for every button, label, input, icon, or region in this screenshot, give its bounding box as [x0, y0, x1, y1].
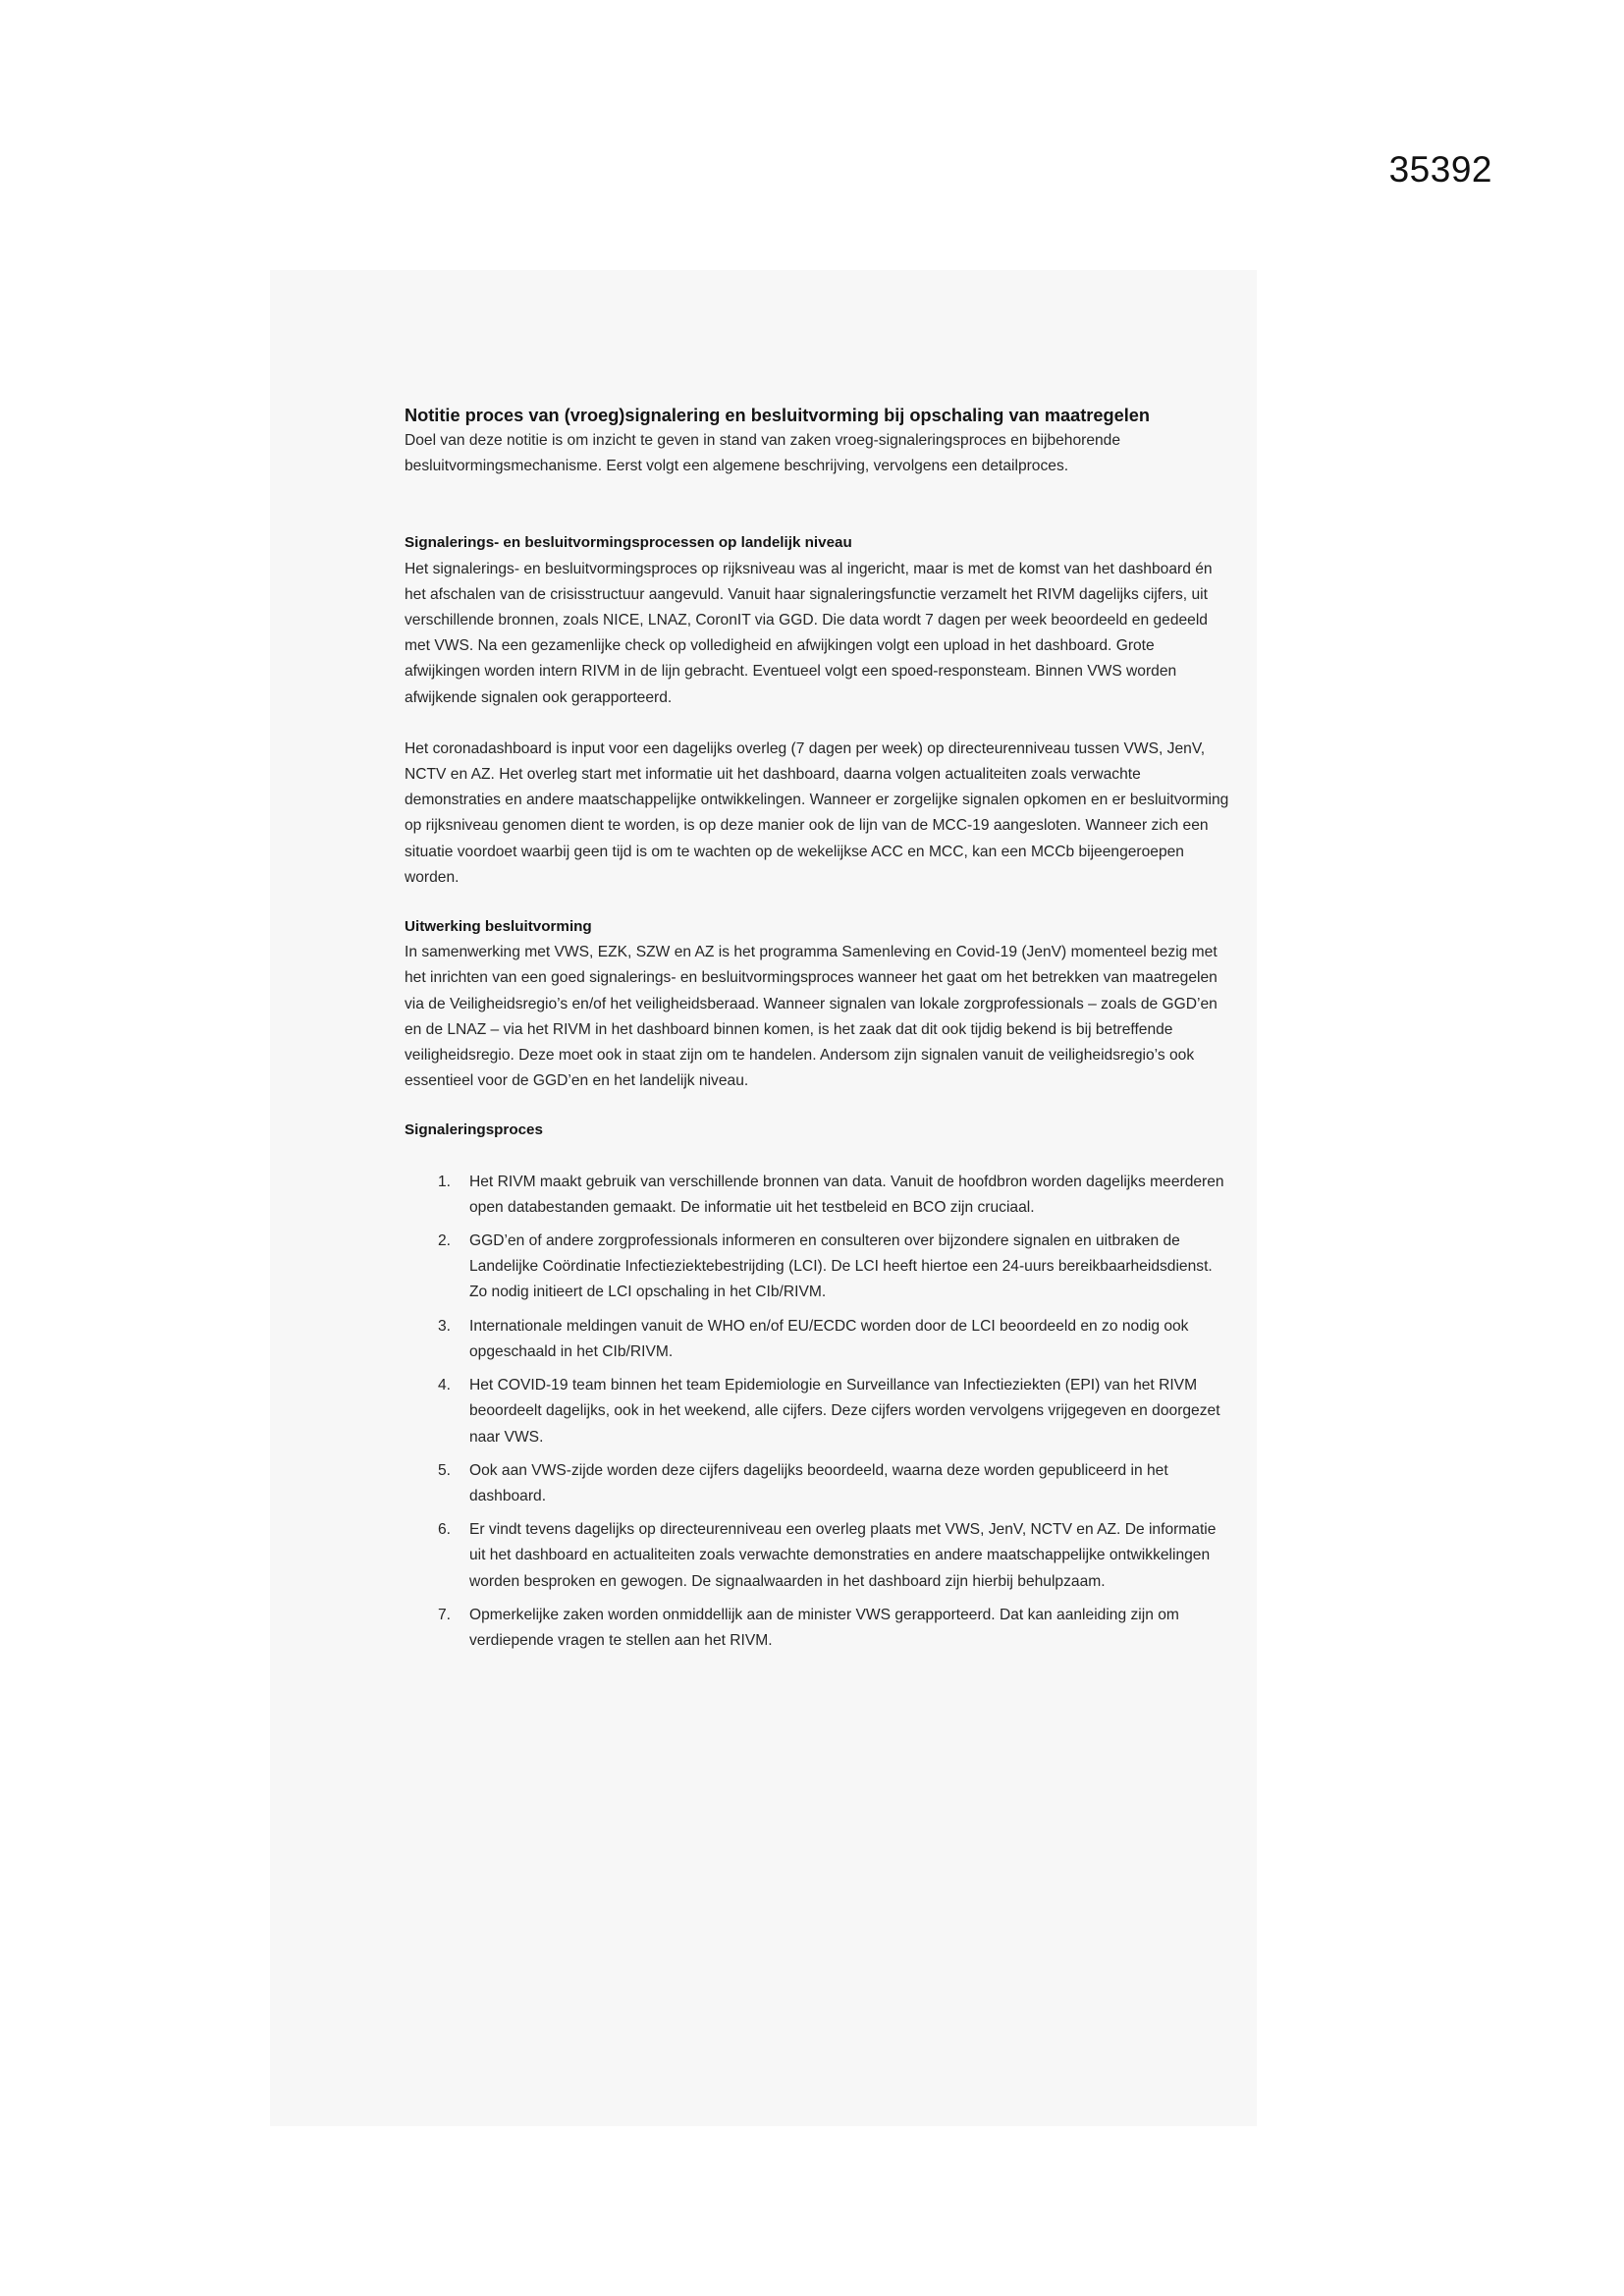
list-item-text: Het RIVM maakt gebruik van verschillende bronnen van data. Vanuit de hoofdbron worden dagelijks meerderen open databestanden gemaakt. De informatie uit het testbeleid en BCO zijn cruciaal. — [469, 1173, 1224, 1216]
list-item-text: Er vindt tevens dagelijks op directeurenniveau een overleg plaats met VWS, JenV, NCTV en AZ. De informatie uit het dashboard en actualiteiten zoals verwachte demonstraties en andere maatschappelijke ontwikkelingen worden besproken en gewogen. De signaalwaarden in het dashboard zijn hierbij behulpzaam. — [469, 1521, 1217, 1590]
list-item — [405, 1314, 1229, 1365]
list-item — [405, 1229, 1229, 1306]
list-item-text: Ook aan VWS-zijde worden deze cijfers dagelijks beoordeeld, waarna deze worden gepubliceerd in het dashboard. — [469, 1461, 1168, 1504]
section1-paragraph-2: Het coronadashboard is input voor een dagelijks overleg (7 dagen per week) op directeurenniveau tussen VWS, JenV, NCTV en AZ. Het overleg start met informatie uit het dashboard, daarna volgen actualiteiten zoals verwachte demonstraties en andere maatschappelijke ontwikkelingen. Wanneer er zorgelijke signalen opkomen en er besluitvorming op rijksniveau genomen dient te worden, is op deze manier ook de lijn van de MCC-19 aangesloten. Wanneer zich een situatie voordoet waarbij geen tijd is om te wachten op de wekelijkse ACC en MCC, kan een MCCb bijeengeroepen worden. — [405, 739, 1229, 886]
document-body — [405, 403, 1229, 1662]
list-item-number: 5. — [438, 1461, 452, 1479]
list-item — [405, 1458, 1229, 1509]
section-heading-signaleringsproces: Signaleringsproces — [405, 1121, 543, 1139]
list-item — [405, 1517, 1229, 1595]
list-item-text: GGD’en of andere zorgprofessionals informeren en consulteren over bijzondere signalen en uitbraken de Landelijke Coördinatie Infectieziektebestrijding (LCI). De LCI heeft hiertoe een 24-uurs bereikbaarheidsdienst. Zo nodig initieert de LCI opschaling in het CIb/RIVM. — [469, 1232, 1213, 1301]
section2-paragraph: In samenwerking met VWS, EZK, SZW en AZ is het programma Samenleving en Covid-19 (JenV) momenteel bezig met het inrichten van een goed signalerings- en besluitvormingsproces wanneer het gaat om het betrekken van maatregelen via de Veiligheidsregio’s en/of het veiligheidsberaad. Wanneer signalen van lokale zorgprofessionals – zoals de GGD’en en de LNAZ – via het RIVM in het dashboard binnen komen, is het zaak dat dit ook tijdig bekend is bij betreffende veiligheidsregio. Deze moet ook in staat zijn om te handelen. Andersom zijn signalen vanuit de veiligheidsregio’s ook essentieel voor de GGD’en en het landelijk niveau. — [405, 944, 1218, 1090]
list-item-number: 2. — [438, 1232, 452, 1250]
section-heading-uitwerking-besluitvorming: Uitwerking besluitvorming — [405, 918, 592, 936]
list-item-number: 6. — [438, 1521, 452, 1539]
list-item — [405, 1603, 1229, 1654]
document-title: Notitie proces van (vroeg)signalering en besluitvorming bij opschaling van maatregelen — [405, 406, 1150, 425]
list-item-number: 7. — [438, 1606, 452, 1623]
list-item — [405, 1170, 1229, 1221]
list-item-number: 1. — [438, 1173, 452, 1190]
intro-paragraph: Doel van deze notitie is om inzicht te geven in stand van zaken vroeg-signaleringsproces en bijbehorende besluitvormingsmechanisme. Eerst volgt een algemene beschrijving, vervolgens een detailproces. — [405, 432, 1121, 475]
section1-paragraph-1: Het signalerings- en besluitvormingsproces op rijksniveau was al ingericht, maar is met de komst van het dashboard én het afschalen van de crisisstructuur aangevuld. Vanuit haar signaleringsfunctie verzamelt het RIVM dagelijks cijfers, uit verschillende bronnen, zoals NICE, LNAZ, CoronIT via GGD. Die data wordt 7 dagen per week beoordeeld en gedeeld met VWS. Na een gezamenlijke check op volledigheid en afwijkingen volgt een upload in het dashboard. Grote afwijkingen worden intern RIVM in de lijn gebracht. Eventueel volgt een spoed-responsteam. Binnen VWS worden afwijkende signalen ook gerapporteerd. — [405, 560, 1213, 706]
list-item — [405, 1373, 1229, 1450]
signaleringsproces-list — [405, 1170, 1229, 1654]
document-number: 35392 — [1388, 149, 1492, 190]
section-heading-signalering-landelijk: Signalerings- en besluitvormingsprocessen op landelijk niveau — [405, 534, 852, 552]
list-item-text: Opmerkelijke zaken worden onmiddellijk aan de minister VWS gerapporteerd. Dat kan aanleiding zijn om verdiepende vragen te stellen aan het RIVM. — [469, 1606, 1179, 1649]
list-item-number: 4. — [438, 1377, 452, 1394]
list-item-text: Het COVID-19 team binnen het team Epidemiologie en Surveillance van Infectieziekten (EPI) van het RIVM beoordeelt dagelijks, ook in het weekend, alle cijfers. Deze cijfers worden vervolgens vrijgegeven en doorgezet naar VWS. — [469, 1377, 1220, 1446]
list-item-number: 3. — [438, 1317, 452, 1335]
list-item-text: Internationale meldingen vanuit de WHO en/of EU/ECDC worden door de LCI beoordeeld en zo nodig ook opgeschaald in het CIb/RIVM. — [469, 1317, 1189, 1360]
